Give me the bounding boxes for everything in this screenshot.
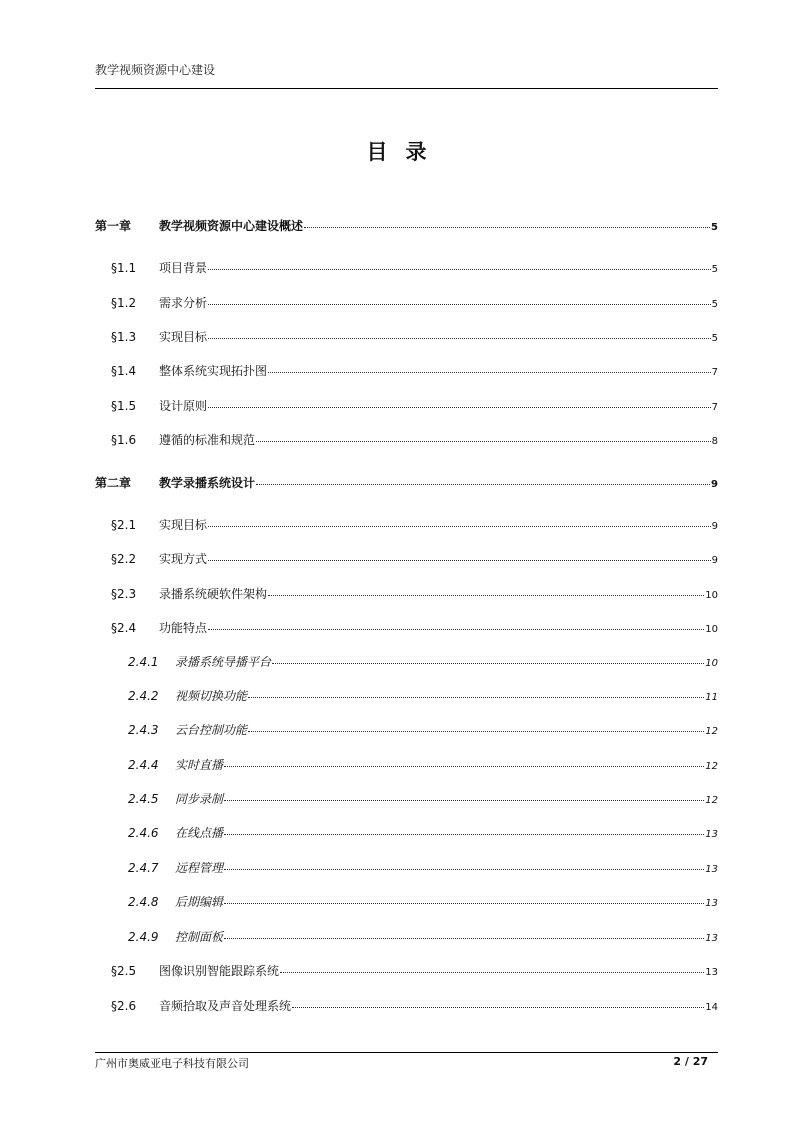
toc-entry[interactable] (95, 859, 718, 877)
toc-leader-dots (256, 484, 710, 485)
toc-entry[interactable] (95, 756, 718, 774)
toc-leader-dots (224, 903, 704, 904)
toc-entry[interactable] (95, 824, 718, 842)
toc-entry-number: §1.5 (111, 399, 137, 413)
toc-entry-page: 13 (705, 933, 718, 944)
toc-entry[interactable] (95, 653, 718, 671)
toc-entry-title: 功能特点 (159, 621, 208, 635)
toc-entry-title: 实现目标 (159, 518, 208, 532)
toc-entry-number: §2.5 (111, 964, 137, 978)
toc-entry-title: 需求分析 (159, 296, 208, 310)
toc-entry[interactable] (95, 893, 718, 911)
toc-leader-dots (248, 697, 704, 698)
toc-entry-number: 第二章 (95, 476, 132, 490)
toc-entry-number: 2.4.1 (128, 655, 159, 669)
toc-entry-number: 2.4.5 (128, 792, 159, 806)
toc-leader-dots (224, 834, 704, 835)
toc-entry[interactable] (95, 217, 718, 235)
toc-entry-number: 2.4.7 (128, 861, 159, 875)
toc-entry-page: 13 (705, 864, 718, 875)
toc-entry-title: 设计原则 (159, 399, 208, 413)
toc-leader-dots (208, 338, 711, 339)
toc-entry-title: 同步录制 (175, 792, 224, 806)
toc-entry-number: 第一章 (95, 219, 132, 233)
toc-entry-number: 2.4.2 (128, 689, 159, 703)
toc-leader-dots (292, 1007, 704, 1008)
footer-divider (95, 1052, 718, 1053)
toc-leader-dots (256, 441, 711, 442)
toc-title: 目录 (366, 140, 445, 164)
toc-entry-title: 音频拾取及声音处理系统 (159, 999, 292, 1013)
toc-entry-number: 2.4.4 (128, 758, 159, 772)
toc-entry-title: 教学视频资源中心建设概述 (159, 219, 304, 233)
toc-entry-page: 5 (711, 299, 718, 310)
toc-entry-number: §1.6 (111, 433, 137, 447)
toc-entry-page: 5 (711, 222, 718, 233)
toc-leader-dots (272, 663, 704, 664)
toc-entry-number: §2.2 (111, 552, 137, 566)
toc-entry[interactable] (95, 997, 718, 1015)
toc-entry-number: §1.3 (111, 330, 137, 344)
toc-entry[interactable] (95, 431, 718, 449)
footer-company: 广州市奥威亚电子科技有限公司 (95, 1057, 249, 1070)
toc-entry-number: 2.4.6 (128, 826, 159, 840)
toc-entry-page: 10 (705, 658, 718, 669)
toc-entry-page: 12 (705, 761, 718, 772)
toc-leader-dots (224, 869, 704, 870)
toc-leader-dots (280, 972, 704, 973)
toc-leader-dots (304, 227, 710, 228)
toc-entry-page: 7 (711, 402, 718, 413)
toc-entry-number: §1.1 (111, 261, 137, 275)
toc-entry-number: 2.4.3 (128, 723, 159, 737)
toc-entry-page: 12 (705, 795, 718, 806)
toc-entry-number: 2.4.8 (128, 895, 159, 909)
toc-entry[interactable] (95, 585, 718, 603)
toc-entry-page: 11 (705, 692, 718, 703)
table-of-contents (95, 0, 718, 1122)
toc-leader-dots (208, 560, 711, 561)
toc-entry-title: 图像识别智能跟踪系统 (159, 964, 280, 978)
toc-entry-number: §2.1 (111, 518, 137, 532)
toc-entry[interactable] (95, 328, 718, 346)
toc-entry-title: 远程管理 (175, 861, 224, 875)
toc-entry-title: 实现方式 (159, 552, 208, 566)
toc-entry[interactable] (95, 397, 718, 415)
toc-entry-page: 7 (711, 367, 718, 378)
toc-leader-dots (248, 731, 704, 732)
toc-entry[interactable] (95, 259, 718, 277)
toc-entry[interactable] (95, 362, 718, 380)
toc-entry-number: 2.4.9 (128, 930, 159, 944)
toc-leader-dots (268, 595, 704, 596)
toc-leader-dots (224, 766, 704, 767)
toc-entry-page: 9 (711, 521, 718, 532)
toc-entry[interactable] (95, 962, 718, 980)
toc-entry-page: 5 (711, 264, 718, 275)
toc-leader-dots (208, 629, 704, 630)
toc-entry-number: §2.6 (111, 999, 137, 1013)
toc-entry[interactable] (95, 294, 718, 312)
toc-entry-number: §2.4 (111, 621, 137, 635)
toc-entry-page: 8 (711, 436, 718, 447)
toc-entry-number: §2.3 (111, 587, 137, 601)
toc-entry-title: 项目背景 (159, 261, 208, 275)
footer-page-number: 2 / 27 (673, 1055, 708, 1068)
toc-leader-dots (268, 372, 711, 373)
toc-entry[interactable] (95, 474, 718, 492)
toc-entry[interactable] (95, 550, 718, 568)
toc-entry-title: 云台控制功能 (175, 723, 248, 737)
toc-leader-dots (208, 304, 711, 305)
toc-entry-number: §1.2 (111, 296, 137, 310)
running-header: 教学视频资源中心建设 (95, 63, 216, 77)
toc-leader-dots (224, 800, 704, 801)
toc-leader-dots (208, 526, 711, 527)
toc-entry-page: 12 (705, 726, 718, 737)
toc-entry-page: 14 (705, 1002, 718, 1013)
toc-entry-title: 遵循的标准和规范 (159, 433, 256, 447)
toc-entry-title: 录播系统导播平台 (175, 655, 272, 669)
toc-entry-page: 13 (705, 829, 718, 840)
toc-entry-title: 实时直播 (175, 758, 224, 772)
toc-entry-page: 10 (705, 624, 718, 635)
toc-entry-title: 控制面板 (175, 930, 224, 944)
toc-entry-title: 录播系统硬软件架构 (159, 587, 268, 601)
toc-leader-dots (224, 938, 704, 939)
toc-entry[interactable] (95, 619, 718, 637)
toc-entry-title: 整体系统实现拓扑图 (159, 364, 268, 378)
toc-entry[interactable] (95, 928, 718, 946)
toc-entry-title: 后期编辑 (175, 895, 224, 909)
toc-entry-number: §1.4 (111, 364, 137, 378)
toc-entry[interactable] (95, 516, 718, 534)
toc-entry[interactable] (95, 687, 718, 705)
toc-entry-page: 10 (705, 590, 718, 601)
toc-entry-title: 在线点播 (175, 826, 224, 840)
toc-entry-page: 9 (711, 555, 718, 566)
toc-leader-dots (208, 407, 711, 408)
toc-entry-page: 13 (705, 898, 718, 909)
toc-entry-title: 实现目标 (159, 330, 208, 344)
toc-entry[interactable] (95, 790, 718, 808)
toc-leader-dots (208, 269, 711, 270)
toc-entry-page: 9 (711, 479, 718, 490)
toc-entry-page: 13 (705, 967, 718, 978)
toc-entry-page: 5 (711, 333, 718, 344)
toc-entry-title: 视频切换功能 (175, 689, 248, 703)
toc-entry[interactable] (95, 721, 718, 739)
toc-entry-title: 教学录播系统设计 (159, 476, 256, 490)
